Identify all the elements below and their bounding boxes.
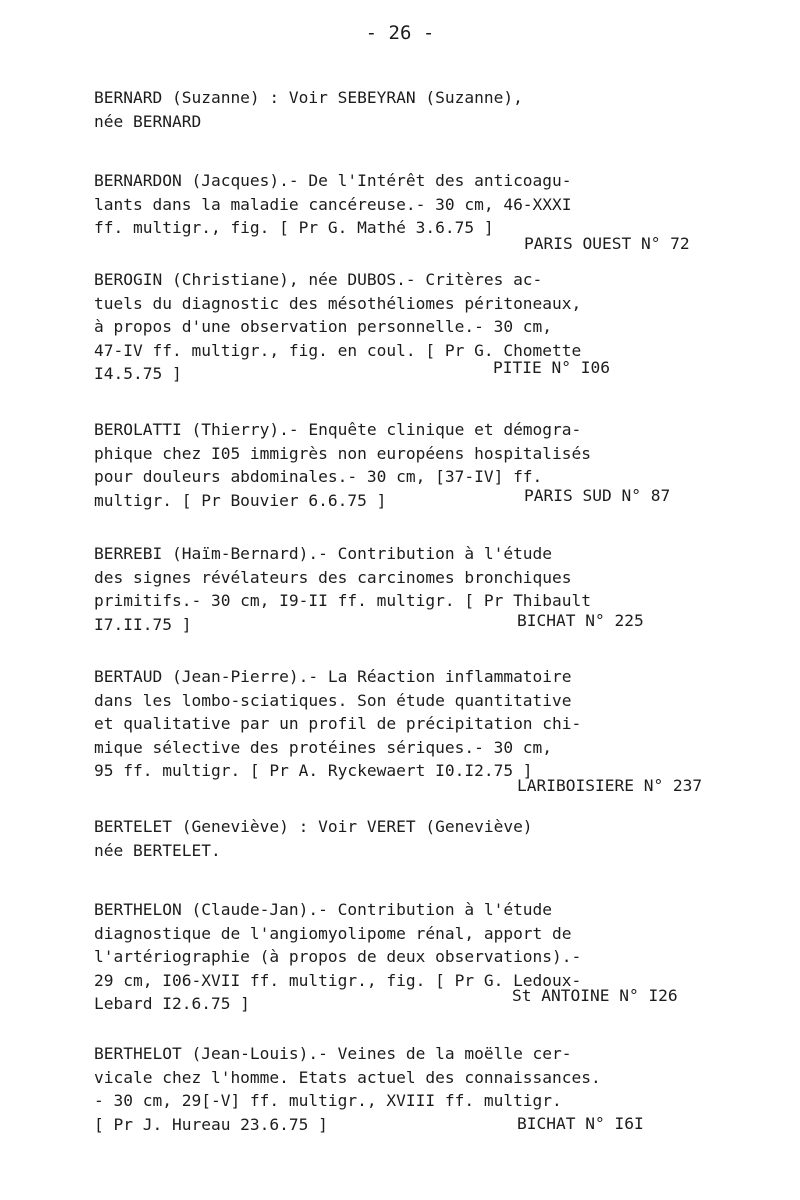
entry-line: mique sélective des protéines sériques.- 30 cm, xyxy=(94,737,553,757)
entry-line: BERTHELON (Claude-Jan).- Contribution à l'étude xyxy=(94,900,553,919)
entry-line: primitifs.- 30 cm, I9-II ff. multigr. [ Pr Thibault xyxy=(94,591,592,611)
entry-line: 47-IV ff. multigr., fig. en coul. [ Pr G. Chomette xyxy=(94,340,582,360)
entry-line: BERTAUD (Jean-Pierre).- La Réaction inflammatoire xyxy=(94,667,572,686)
entry-line: [ Pr J. Hureau 23.6.75 ] xyxy=(94,1114,328,1134)
entry-line: multigr. [ Pr Bouvier 6.6.75 ] xyxy=(94,490,387,510)
entry-line: l'artériographie (à propos de deux observations).- xyxy=(94,947,582,967)
entry-line: à propos d'une observation personnelle.- 30 cm, xyxy=(94,317,553,337)
entry-line: BERREBI (Haïm-Bernard).- Contribution à l'étude xyxy=(94,544,553,563)
location-label: St ANTOINE N° I26 xyxy=(512,986,678,1005)
entry-line: Lebard I2.6.75 ] xyxy=(94,994,250,1014)
location-label: PARIS OUEST N° 72 xyxy=(524,234,690,253)
entry-line: et qualitative par un profil de précipitation chi- xyxy=(94,714,582,734)
entry-line: phique chez I05 immigrès non européens hospitalisés xyxy=(94,443,592,463)
entry-line: née BERTELET. xyxy=(94,840,221,860)
bibliography-entry xyxy=(94,665,714,783)
entry-line: I7.II.75 ] xyxy=(94,614,192,634)
entry-line: pour douleurs abdominales.- 30 cm, [37-IV] ff. xyxy=(94,467,543,487)
bibliography-entry xyxy=(94,815,714,862)
entry-line: lants dans la maladie cancéreuse.- 30 cm, 46-XXXI xyxy=(94,194,572,214)
location-label: BICHAT N° I6I xyxy=(517,1114,644,1133)
bibliography-entry xyxy=(94,268,714,386)
entry-line: vicale chez l'homme. Etats actuel des connaissances. xyxy=(94,1067,601,1087)
bibliography-entry xyxy=(94,86,714,133)
bibliography-entry xyxy=(94,169,714,240)
location-label: LARIBOISIERE N° 237 xyxy=(517,776,703,795)
entry-line: 95 ff. multigr. [ Pr A. Ryckewaert I0.I2.75 ] xyxy=(94,761,533,781)
page-number: - 26 - xyxy=(365,22,435,44)
entry-line: BERTELET (Geneviève) : Voir VERET (Geneviève) xyxy=(94,817,533,836)
location-label: BICHAT N° 225 xyxy=(517,611,644,630)
entry-line: 29 cm, I06-XVII ff. multigr., fig. [ Pr G. Ledoux- xyxy=(94,970,582,990)
entry-line: BEROGIN (Christiane), née DUBOS.- Critères ac- xyxy=(94,270,543,289)
entry-line: des signes révélateurs des carcinomes bronchiques xyxy=(94,567,572,587)
location-label: PITIE N° I06 xyxy=(493,358,610,377)
entry-line: I4.5.75 ] xyxy=(94,364,182,384)
entry-line: diagnostique de l'angiomyolipome rénal, apport de xyxy=(94,923,572,943)
entry-line: BERNARDON (Jacques).- De l'Intérêt des anticoagu- xyxy=(94,171,572,190)
entry-line: née BERNARD xyxy=(94,111,202,131)
entry-line: - 30 cm, 29[-V] ff. multigr., XVIII ff. multigr. xyxy=(94,1091,562,1111)
entry-line: BERTHELOT (Jean-Louis).- Veines de la moëlle cer- xyxy=(94,1044,572,1063)
entry-line: tuels du diagnostic des mésothéliomes péritoneaux, xyxy=(94,293,582,313)
entry-line: BERNARD (Suzanne) : Voir SEBEYRAN (Suzanne), xyxy=(94,88,523,107)
entry-line: ff. multigr., fig. [ Pr G. Mathé 3.6.75 ] xyxy=(94,218,494,238)
location-label: PARIS SUD N° 87 xyxy=(524,486,671,505)
entry-line: BEROLATTI (Thierry).- Enquête clinique et démogra- xyxy=(94,420,582,439)
entry-line: dans les lombo-sciatiques. Son étude quantitative xyxy=(94,690,572,710)
